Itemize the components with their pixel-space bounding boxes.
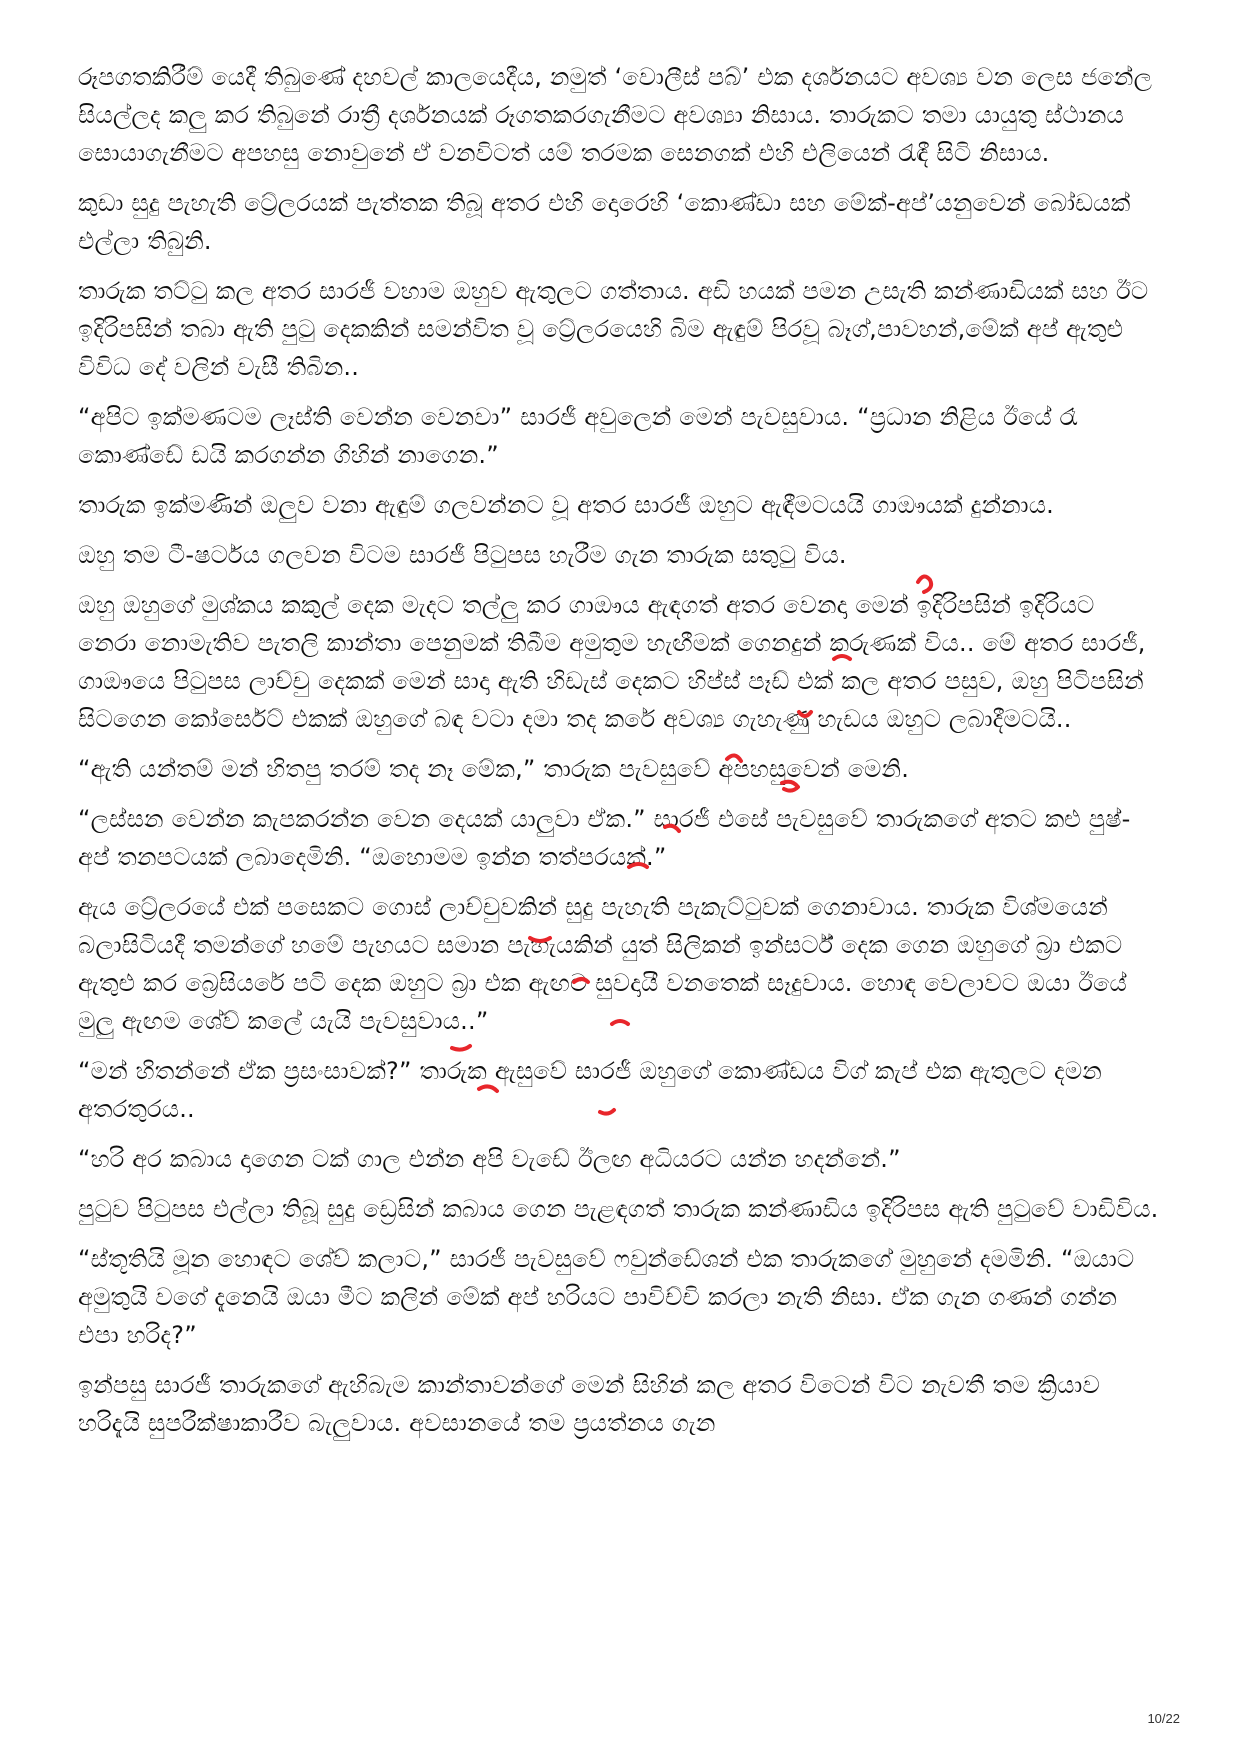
paragraph-10: ඇය ට්‍රේලරයේ එක් පසෙකට ගොස් ලාච්චුවකින් සුදු පැහැති පැකැට්ටුවක් ගෙනාවාය. තාරුක විශ්මයෙන් බලාසිටියදී තමන්ගේ හමේ පැහයට සමාන පැහැයකින් යුත් සිලිකන් ඉන්සර්ට් දෙක ගෙන ඔහුගේ බ්‍රා එකට ඇතුළු කර බ්‍රෙසියරේ පටි දෙක ඔහුට බ්‍රා එක ඇඟට සුවදායී වනතෙක් සෑදුවාය. හොඳ වෙලාවට ඔයා ඊයේ මුලු ඇඟම ශේව් කලේ යැයි පැවසුවාය..” [78,893,1127,1035]
paragraph-1: රූපගතකිරීම් යෙදී තිබුණේ දහවල් කාලයෙදීය, නමුත් ‘වොලීස් පබ්’ එක දර්ශනයට අවශ්‍ය වන ලෙස ජනේල සියල්ලද කලු කර තිබුනේ රාත්‍රී දර්ශනයක් රූගතකරගැනීමට අවශ්‍යා නිසාය. තාරුකට තමා යායුතු ස්ථානය සොයාගැනීමට අපහසු නොවුනේ ඒ වනවිටත් යම් තරමක සෙනගක් එහි එලියෙන් රැඳී සිටි නිසාය. [78,63,1153,167]
paragraph-9: “ලස්සන වෙන්න කැපකරන්න වෙන දෙයක් යාලුවා ඒක.” සාරජී එසේ පැවසුවේ තාරුකගේ අතට කළු පුෂ්-අප් තනපටයක් ලබාදෙමිනි. “ඔහොමම ඉන්න තත්පරයක්.” [78,805,1131,871]
paragraph-6: ඔහු තම ටී-ෂර්ටය ගලවන විටම සාරජී පිටුපස හැරීම ගැන තාරුක සතුටු විය. [78,541,847,569]
paragraph-2: කුඩා සුදු පැහැති ට්‍රේලරයක් පැත්තක තිබූ අතර එහි දොරෙහි ‘කොණ්ඩා සහ මේක්-අප්’යනුවෙන් බෝඩයක් එල්ලා තිබුනි. [78,189,1131,255]
paragraph-5: තාරුක ඉක්මණින් ඔලුව වනා ඇඳුම් ගලවන්නට වූ අතර සාරජී ඔහුට ඇඳීමටයයි ගාඖයක් දුන්නාය. [78,491,1055,519]
paragraph-15: ඉන්පසු සාරජී තාරුකගේ ඇහිබැම කාන්තාවන්ගේ මෙන් සිහින් කල අතර විටෙන් විට නැවතී තම ක්‍රියාව හරිදැයි සුපරීක්ෂාකාරීව බැලුවාය. අවසානයේ තම ප්‍රයත්නය ගැන [78,1371,1100,1437]
paragraph-3: තාරුක තට්ටු කල අතර සාරජී වහාම ඔහුව ඇතුලට ගත්තාය. අඩි හයක් පමන උසැති කන්ණාඩියක් සහ ඊට ඉදිරිපසින් තබා ඇති පුටු දෙකකින් සමන්විත වූ ට්‍රේලරයෙහි බිම ඇඳුම් පිරවූ බෑග්,පාවහන්,මේක් අප් ඇතුළු විවිධ දේ වලින් වැසී තිබින.. [78,277,1149,381]
paragraph-8: “ඇති යන්තම් මන් හිතපු තරම් තද නෑ මේක,” තාරුක පැවසුවේ අපහසුවෙන් මෙනි. [78,755,910,783]
page-number: 10/22 [1147,1711,1180,1726]
paragraph-4: “අපිට ඉක්මණටම ලෑස්ති වෙන්න වෙනවා” සාරජී අවුලෙන් මෙන් පැවසුවාය. “ප්‍රධාන නිළිය ඊයේ රෑ කොණ්ඩේ ඩයි කරගන්න ගිහින් නාගෙන.” [78,403,1078,469]
paragraph-11: “මන් හිතන්නේ ඒක ප්‍රසංසාවක්?” තාරුක ඇසුවේ සාරජී ඔහුගේ කොණ්ඩය විග් කැප් එක ඇතුලට දමන අතරතුරය.. [78,1057,1102,1123]
paragraph-12: “හරි අර කබාය දාගෙන ටක් ගාල එන්න අපි වැඩේ ඊලඟ අධියරට යන්න හදන්නේ.” [78,1145,901,1173]
paragraph-14: “ස්තූතියි මූන හොඳට ශේව් කලාට,” සාරජී පැවසුවේ ෆවුන්ඩේශන් එක තාරුකගේ මුහුනේ දමමිනි. “ඔයාට අමුතුයි වගේ දැනෙයි ඔයා මීට කලින් මේක් අප් හරියට පාවිච්චි කරලා නැති නිසා. ඒක ගැන ගණන් ගන්න එපා හරිද?” [78,1245,1135,1349]
paragraph-7: ඔහු ඔහුගේ මුශ්කය කකුල් දෙක මැදට තල්ලු කර ගාඖය ඇඳගත් අතර වෙනදා මෙන් ඉදිරිපසින් ඉදිරියට නෙරා නොමැතිව පැතලි කාන්තා පෙනුමක් තිබීම අමුතුම හැඟීමක් ගෙනදුන් කරුණක් විය.. මේ අතර සාරජී, ගාඖයෙ පිටුපස ලාච්චු දෙකක් මෙන් සාදා ඇති හිඩැස් දෙකට හිප්ස් පෑඩ් එක් කල අතර පසුව, ඔහු පිටිපසින් සිටගෙන කෝර්සෙට් එකක් ඔහුගේ බඳ වටා දමා තද කරේ අවශ්‍ය ගැහැණු හැඩය ඔහුට ලබාදීමටයි.. [78,591,1146,733]
body-text [78,58,1160,1454]
paragraph-13: පුටුව පිටුපස එල්ලා තිබූ සුදු ඩ්‍රෙසින් කබාය ගෙන පැළඳගත් තාරුක කන්ණාඩිය ඉදිරිපස ඇති පුටුවේ වාඩිවිය. [78,1195,1159,1223]
